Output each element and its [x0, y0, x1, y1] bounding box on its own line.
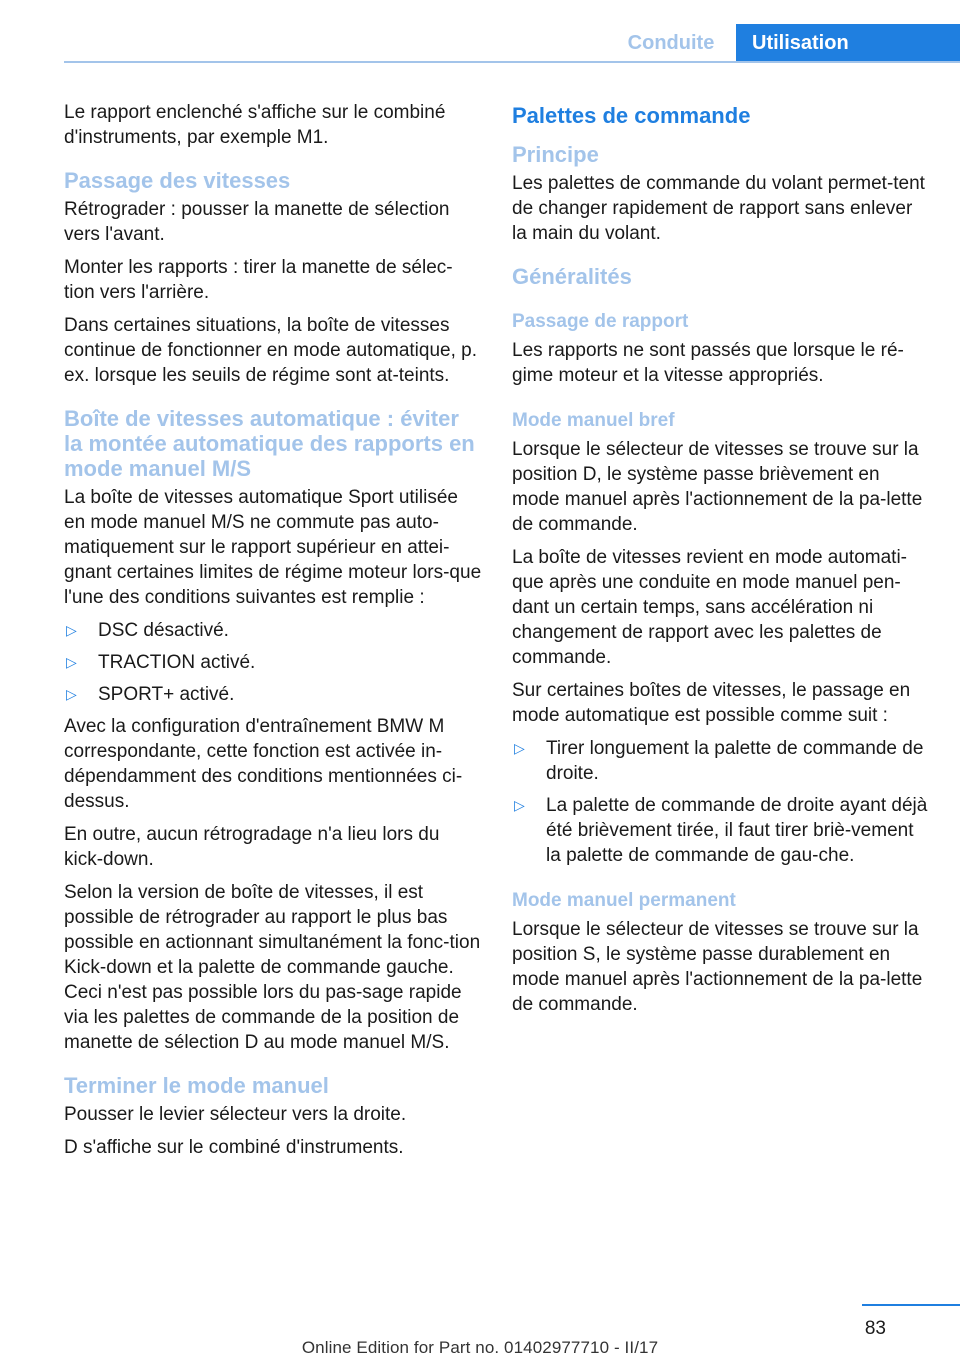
- heading-passage-vitesses: Passage des vitesses: [64, 168, 291, 193]
- paragraph: La boîte de vitesses automatique Sport utilisée en mode manuel M/S ne commute pas auto‐matiquement sur le rapport supérieur en attei‐gnant certaines limites de régime moteur lors‐que l'une des conditions suivantes est remplie :: [64, 487, 482, 608]
- paragraph: Rétrograder : pousser la manette de sélection vers l'avant.: [64, 199, 450, 245]
- heading-mode-manuel-permanent: Mode manuel permanent: [512, 890, 736, 911]
- right-column: [512, 100, 930, 1025]
- list-item: [64, 682, 482, 707]
- heading-mode-manuel-bref: Mode manuel bref: [512, 410, 675, 431]
- paragraph: Le rapport enclenché s'affiche sur le combiné d'instruments, par exemple M1.: [64, 102, 446, 148]
- paragraph: Pousser le levier sélecteur vers la droite.: [64, 1104, 407, 1125]
- list-item: [512, 736, 930, 786]
- paragraph: Avec la configuration d'entraînement BMW M correspondante, cette fonction est activée in‐dépendamment des conditions mentionnées ci-dessus.: [64, 716, 463, 812]
- list-item-text: TRACTION activé.: [98, 652, 256, 673]
- list-item-text: La palette de commande de droite ayant déjà été brièvement tirée, il faut tirer briè‐vement la palette de commande de gau‐che.: [546, 795, 928, 866]
- footer-rule: [862, 1304, 960, 1306]
- paragraph: D s'affiche sur le combiné d'instruments.: [64, 1137, 404, 1158]
- list-item-text: Tirer longuement la palette de commande de droite.: [546, 738, 924, 784]
- header-rule: [64, 61, 960, 63]
- triangle-right-icon: ▷: [514, 797, 525, 813]
- tab-conduite[interactable]: Conduite: [627, 31, 715, 54]
- heading-palettes-commande: Palettes de commande: [512, 103, 751, 128]
- triangle-right-icon: ▷: [66, 622, 77, 638]
- footer-edition: Online Edition for Part no. 01402977710 - II/17: [301, 1338, 659, 1357]
- heading-terminer-mode-manuel: Terminer le mode manuel: [64, 1073, 329, 1098]
- paragraph: Lorsque le sélecteur de vitesses se trouve sur la position S, le système passe durablement en mode manuel après l'actionnement de la pa‐lette de commande.: [512, 919, 923, 1015]
- triangle-right-icon: ▷: [66, 686, 77, 702]
- paragraph: En outre, aucun rétrogradage n'a lieu lors du kick-down.: [64, 824, 440, 870]
- list-item: [64, 650, 482, 675]
- heading-generalites: Généralités: [512, 264, 632, 289]
- triangle-right-icon: ▷: [514, 740, 525, 756]
- paragraph: Les rapports ne sont passés que lorsque le ré‐gime moteur et la vitesse appropriés.: [512, 340, 904, 386]
- heading-boite-vitesses: Boîte de vitesses automatique : éviter la montée automatique des rapports en mode manuel M/S: [64, 406, 475, 481]
- paragraph: Les palettes de commande du volant permet‐tent de changer rapidement de rapport sans enlever la main du volant.: [512, 173, 925, 244]
- paragraph: Monter les rapports : tirer la manette de sélec‐tion vers l'arrière.: [64, 257, 453, 303]
- list-item: [64, 618, 482, 643]
- paragraph: Dans certaines situations, la boîte de vitesses continue de fonctionner en mode automatique, p. ex. lorsque les seuils de régime sont at‐teints.: [64, 315, 478, 386]
- triangle-right-icon: ▷: [66, 654, 77, 670]
- list-item: [512, 793, 930, 868]
- header-tabs: [606, 24, 960, 62]
- paragraph: Lorsque le sélecteur de vitesses se trouve sur la position D, le système passe brièvement en mode manuel après l'actionnement de la pa‐lette de commande.: [512, 439, 923, 535]
- left-column: [64, 100, 482, 1168]
- heading-passage-rapport: Passage de rapport: [512, 311, 689, 332]
- page-number: 83: [864, 1318, 886, 1339]
- tab-utilisation[interactable]: Utilisation: [736, 24, 960, 62]
- list-item-text: SPORT+ activé.: [98, 684, 235, 705]
- paragraph: La boîte de vitesses revient en mode automati‐que après une conduite en mode manuel pen‐dant un certain temps, sans accélération ni changement de rapport avec les palettes de commande.: [512, 547, 908, 668]
- paragraph: Sur certaines boîtes de vitesses, le passage en mode automatique est possible comme suit :: [512, 680, 911, 726]
- paragraph: Selon la version de boîte de vitesses, il est possible de rétrograder au rapport le plus bas possible en actionnant simultanément la fonc‐tion Kick-down et la palette de commande gauche. Ceci n'est pas possible lors du pas‐sage rapide via les palettes de commande de la position de manette de sélection D au mode manuel M/S.: [64, 882, 481, 1053]
- list-item-text: DSC désactivé.: [98, 620, 229, 641]
- heading-principe: Principe: [512, 142, 599, 167]
